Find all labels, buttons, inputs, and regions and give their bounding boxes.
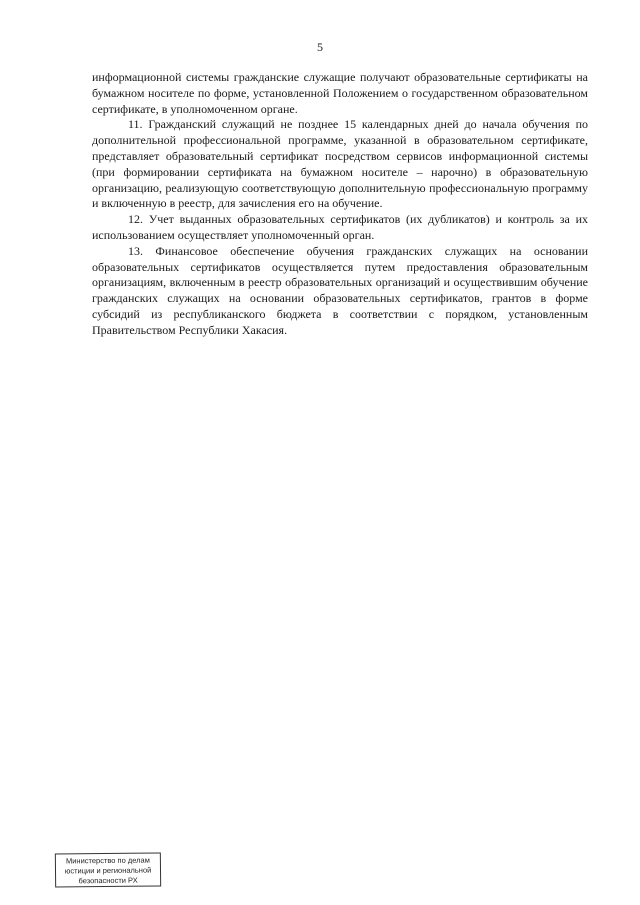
document-body xyxy=(92,70,588,339)
paragraph-11: 11. Гражданский служащий не позднее 15 календарных дней до начала обучения по дополнительной профессиональной программе, указанной в образовательном сертификате, представляет образовательный сертификат посредством сервисов информационной системы (при формировании сертификата на бумажном носителе – нарочно) в образовательную организацию, реализующую соответствующую дополнительную профессиональную программу и включенную в реестр, для зачисления его на обучение. xyxy=(92,117,588,211)
paragraph-continuation: информационной системы гражданские служащие получают образовательные сертификаты на бумажном носителе по форме, установленной Положением о государственном образовательном сертификате, в уполномоченном органе. xyxy=(92,70,588,116)
page-number: 5 xyxy=(317,40,323,54)
paragraph-13: 13. Финансовое обеспечение обучения гражданских служащих на основании образовательных сертификатов осуществляется путем предоставления образовательным организациям, включенным в реестр образовательных организаций и осуществившим обучение гражданских служащих на основании образовательных сертификатов, грантов в форме субсидий из республиканского бюджета в соответствии с порядком, установленным Правительством Республики Хакасия. xyxy=(92,243,588,337)
paragraph-12: 12. Учет выданных образовательных сертификатов (их дубликатов) и контроль за их использованием осуществляет уполномоченный орган. xyxy=(92,212,588,242)
ministry-stamp xyxy=(55,852,161,887)
stamp-line-3: безопасности РХ xyxy=(78,875,138,886)
stamp-line-2: юстиции и региональной xyxy=(64,865,152,876)
stamp-line-1: Министерство по делам xyxy=(65,855,150,866)
